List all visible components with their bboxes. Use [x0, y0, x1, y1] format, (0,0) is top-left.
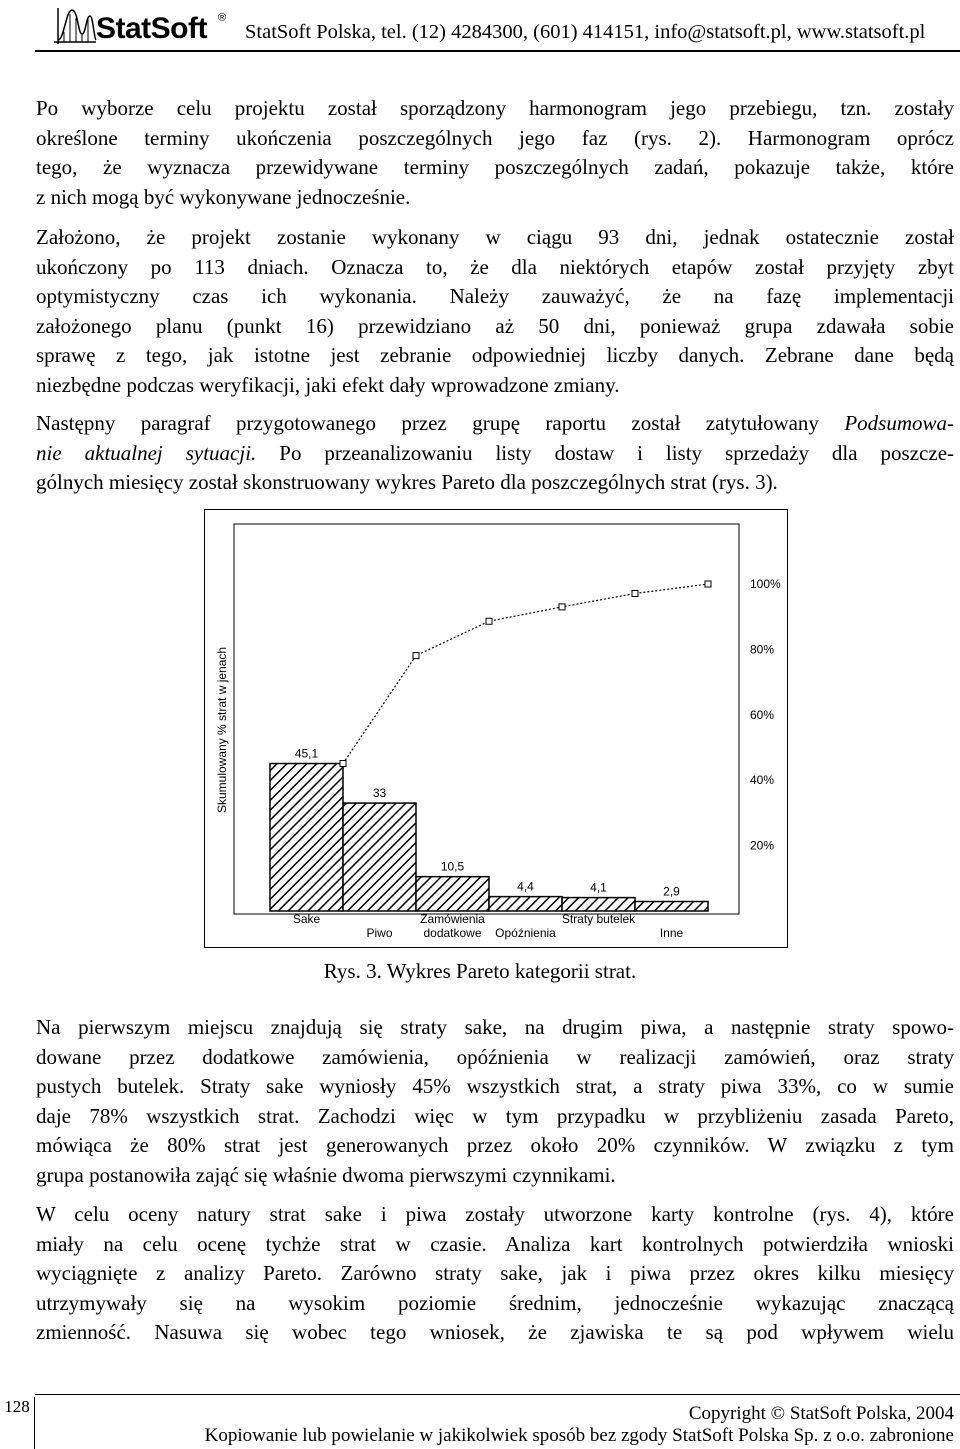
text-line	[36, 439, 954, 469]
category-label: Opóźnienia	[495, 926, 556, 940]
bar-value-label: 45,1	[294, 746, 319, 761]
text-line: mówiąca że 80% strat jest generowanych przez około 20% czynników. W związku z tym	[36, 1133, 954, 1157]
text-line: gólnych miesięcy został skonstruowany wykres Pareto dla poszczególnych strat (rys. 3).	[36, 470, 778, 494]
text-line: Na pierwszym miejscu znajdują się straty sake, na drugim piwa, a następnie straty spowo-	[36, 1015, 954, 1039]
bar-value-label: 2,9	[663, 884, 680, 899]
text-line: Założono, że projekt zostanie wykonany w ciągu 93 dni, jednak ostatecznie został	[36, 225, 954, 249]
text-line: z nich mogą być wykonywane jednocześnie.	[36, 184, 411, 209]
bar-value-label: 33	[372, 786, 387, 801]
right-axis	[750, 577, 781, 853]
right-axis-tick-label: 40%	[750, 773, 775, 788]
right-axis-tick-label: 20%	[750, 838, 775, 853]
pareto-chart	[204, 509, 788, 948]
text-line: grupa postanowiła zająć się właśnie dwoma pierwszymi czynnikami.	[36, 1162, 616, 1187]
text-line: miały na celu ocenę tychże strat w czasie. Analiza kart kontrolnych potwierdziła wnioski	[36, 1231, 954, 1256]
bar	[635, 902, 708, 911]
text-line: optymistyczny czas ich wykonania. Należy zauważyć, że na fazę implementacji	[36, 284, 954, 308]
text-line: W celu oceny natury strat sake i piwa zostały utworzone karty kontrolne (rys. 4), które	[36, 1202, 954, 1226]
text-line: wyciągnięte z analizy Pareto. Zarówno straty sake, jak i piwa przez okres kilku miesięcy	[36, 1261, 954, 1285]
cumulative-point	[340, 761, 346, 767]
page-number: 128	[0, 1397, 35, 1449]
text-line: tego, że wyznacza przewidywane terminy poszczególnych zadań, pokazuje także, które	[36, 155, 954, 179]
right-axis-tick-label: 60%	[750, 707, 775, 722]
text-line: ukończony po 113 dniach. Oznacza to, że dla niektórych etapów został przyjęty zbyt	[36, 254, 954, 279]
text-line: daje 78% wszystkich strat. Zachodzi więc w tym przypadku w przybliżeniu zasada Pareto,	[36, 1103, 954, 1128]
figure-caption: Rys. 3. Wykres Pareto kategorii strat.	[323, 959, 637, 983]
text-line: pustych butelek. Straty sake wyniosły 45% wszystkich strat, a straty piwa 33%, co w sumie	[36, 1074, 954, 1098]
text-run: Po przeanalizowaniu listy dostaw i listy sprzedaży dla poszcze-	[256, 440, 955, 465]
text-line: utrzymywały się na wysokim poziomie średnim, jednocześnie wykazując znaczącą	[36, 1290, 954, 1315]
text-line: Po wyborze celu projektu został sporządzony harmonogram jego przebiegu, tzn. zostały	[36, 96, 954, 120]
text-line: dowane przez dodatkowe zamówienia, opóźnienia w realizacji zamówień, oraz straty	[36, 1044, 954, 1069]
paragraph-3	[36, 409, 954, 498]
paragraph-4	[36, 1013, 954, 1190]
category-label: Straty butelek	[561, 912, 636, 926]
text-line: niezbędne podczas weryfikacji, jaki efekt dały wprowadzone zmiany.	[36, 372, 620, 397]
bar	[343, 803, 416, 911]
category-label: Piwo	[366, 926, 393, 940]
text-line: założonego planu (punkt 16) przewidziano aż 50 dni, ponieważ grupa zdawała sobie	[36, 313, 954, 338]
copying-prohibited-notice: Kopiowanie lub powielanie w jakikolwiek sposób bez zgody StatSoft Polska Sp. z o.o. zabronione	[204, 1425, 954, 1446]
cumulative-point	[486, 618, 492, 624]
right-axis-tick-label: 100%	[750, 577, 781, 591]
text-line: zmienność. Nasuwa się wobec tego wniosek, że zjawiska te są pod wpływem wielu	[36, 1320, 954, 1344]
bar-value-label: 10,5	[440, 859, 465, 874]
registered-mark: ®	[218, 12, 227, 24]
bar-value-label: 4,4	[517, 879, 534, 894]
y-axis-label: Skumulowany % strat w jenach	[215, 646, 229, 813]
bar	[270, 764, 343, 911]
bar-value-label: 4,1	[590, 880, 607, 895]
report-section-title: Podsumowa-	[844, 411, 954, 435]
paragraph-2	[36, 223, 954, 400]
bar	[416, 877, 489, 911]
right-axis-tick-label: 80%	[750, 642, 775, 657]
header-contact: StatSoft Polska, tel. (12) 4284300, (601) 414151, info@statsoft.pl, www.statsoft.pl	[245, 21, 926, 43]
category-label: dodatkowe	[423, 926, 482, 940]
text-line: sprawę z tego, jak istotne jest zebranie odpowiedniej liczby danych. Zebrane dane będą	[36, 343, 954, 367]
bar	[562, 898, 635, 911]
category-labels	[293, 912, 684, 940]
category-label: Inne	[659, 926, 684, 940]
report-section-title-cont: nie aktualnej sytuacji.	[36, 440, 257, 465]
text-run: Następny paragraf przygotowanego przez grupę raportu został zatytułowany	[36, 411, 845, 435]
page-header	[0, 0, 960, 62]
cumulative-point	[632, 590, 638, 596]
category-label: Sake	[292, 912, 321, 926]
bars	[270, 764, 708, 911]
cumulative-line	[340, 581, 711, 767]
paragraph-5	[36, 1200, 954, 1348]
cumulative-point	[705, 581, 711, 587]
text-line	[36, 409, 954, 439]
copyright-notice: Copyright © StatSoft Polska, 2004	[688, 1403, 954, 1424]
footer-divider	[35, 1394, 960, 1395]
cumulative-point	[559, 604, 565, 610]
cumulative-point	[413, 653, 419, 659]
text-line: określone terminy ukończenia poszczególnych jego faz (rys. 2). Harmonogram oprócz	[36, 125, 954, 150]
cumulative-series-line	[343, 584, 708, 764]
category-label: Zamówienia	[420, 912, 485, 926]
bar	[489, 897, 562, 911]
statsoft-logo-icon	[50, 4, 98, 50]
paragraph-1	[36, 94, 954, 212]
header-divider	[35, 50, 960, 52]
brand-name: StatSoft	[96, 12, 207, 45]
